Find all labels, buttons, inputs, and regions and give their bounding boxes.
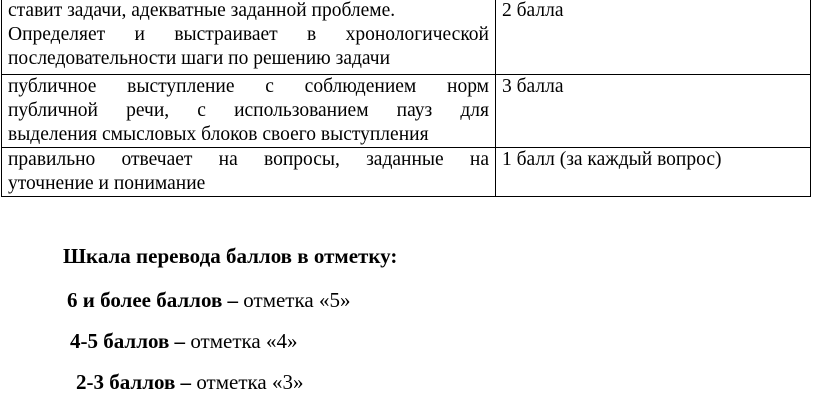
- scale-item: [67, 288, 350, 313]
- criterion-line: публичной речи, с использованием пауз для: [8, 100, 489, 121]
- scale-item-grade: отметка «3»: [191, 370, 304, 394]
- scale-item-range: 4-5 баллов –: [70, 329, 186, 353]
- table-row: [2, 0, 811, 75]
- criterion-line: публичное выступление с соблюдением норм: [8, 76, 489, 97]
- scale-item-grade: отметка «5»: [238, 288, 351, 312]
- scale-heading: Шкала перевода баллов в отметку:: [63, 244, 398, 268]
- table-row: [2, 148, 811, 197]
- scale-item-range: 2-3 баллов –: [76, 370, 192, 394]
- criterion-score: 1 балл (за каждый вопрос): [496, 148, 811, 197]
- criteria-table: [1, 0, 811, 197]
- criterion-description: [2, 0, 496, 75]
- criterion-line: уточнение и понимание: [8, 173, 206, 194]
- criterion-score: 3 балла: [496, 75, 811, 148]
- criterion-description: [2, 148, 496, 197]
- scale-item-grade: отметка «4»: [185, 329, 298, 353]
- criterion-score: 2 балла: [496, 0, 811, 75]
- criterion-line: Определяет и выстраивает в хронологической: [8, 24, 489, 45]
- criterion-line: правильно отвечает на вопросы, заданные на: [8, 149, 489, 170]
- criterion-line: ставит задачи, адекватные заданной проблеме.: [8, 0, 396, 21]
- scale-item-range: 6 и более баллов –: [67, 288, 239, 312]
- scale-item: [76, 370, 303, 395]
- criterion-line: выделения смысловых блоков своего выступления: [8, 124, 429, 145]
- criterion-line: последовательности шаги по решению задачи: [8, 48, 391, 69]
- table-row: [2, 75, 811, 148]
- criterion-description: [2, 75, 496, 148]
- scale-item: [70, 329, 297, 354]
